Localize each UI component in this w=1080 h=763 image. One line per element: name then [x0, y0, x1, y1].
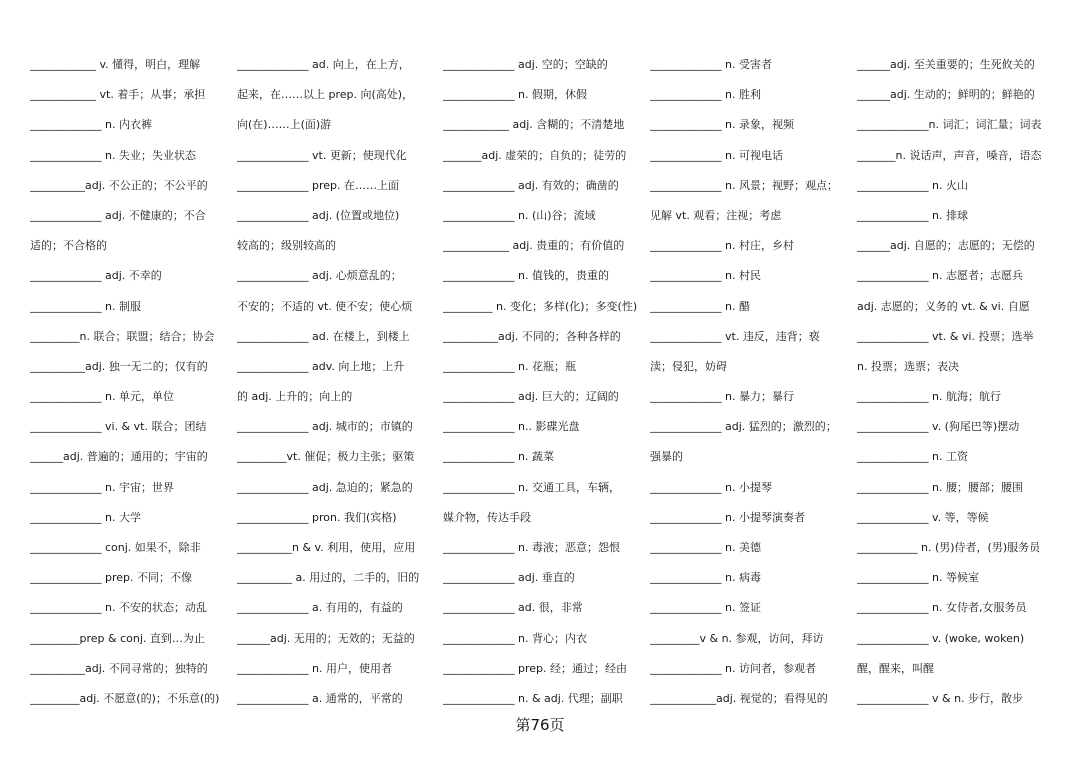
vocab-entry-line: _____________ n. 排球: [857, 208, 968, 222]
vocab-entry-line: _____________ vt. 违反，违背；亵: [650, 329, 820, 343]
vocab-entry-line: _____________ n. 等候室: [857, 571, 979, 585]
vocab-entry-line: _____________ a. 有用的，有益的: [237, 601, 403, 615]
vocab-entry-line: _____________ prep. 不同；不像: [30, 571, 193, 585]
vocab-entry-line: _____________ n. 醋: [650, 299, 750, 313]
vocab-entry-line: _____________ conj. 如果不，除非: [30, 541, 201, 554]
vocab-entry-line: _____________ n. 女侍者,女服务员: [857, 601, 1027, 615]
vocab-entry-line: 见解 vt. 观看；注视；考虑: [650, 208, 782, 222]
vocab-entry-line: _________vt. 催促；极力主张；驱策: [237, 450, 415, 464]
vocab-entry-line: ______adj. 至关重要的；生死攸关的: [857, 58, 1035, 71]
vocab-entry-line: _____________ n. 病毒: [650, 571, 761, 585]
vocab-entry-line: _____________ adj. 城市的；市镇的: [237, 420, 413, 434]
vocab-entry-line: __________adj. 独一无二的；仅有的: [30, 359, 208, 373]
vocab-entry-line: _________ n. 变化；多样(化)；多变(性): [443, 299, 638, 313]
vocab-entry-line: _____________ n. 内衣裤: [30, 118, 152, 132]
vocab-entry-line: ____________ vt. 着手；从事；承担: [30, 88, 206, 102]
vocab-entry-line: _____________ vt. & vi. 投票；选举: [857, 329, 1034, 343]
vocab-entry-line: _____________ n. 工资: [857, 450, 968, 464]
vocab-entry-line: n. 投票；选票；表决: [857, 359, 959, 373]
vocab-entry-line: _____________ adj. 不健康的；不合: [30, 208, 206, 222]
vocab-entry-line: _____________ n. 背心；内衣: [443, 631, 587, 645]
vocab-entry-line: ____________adj. 视觉的；看得见的: [650, 691, 828, 705]
vocab-entry-line: _____________ n. 村庄，乡村: [650, 239, 794, 253]
vocab-entry-line: 媒介物，传达手段: [443, 510, 531, 524]
vocab-entry-line: _____________ pron. 我们(宾格): [237, 510, 397, 524]
vocab-entry-line: _____________ prep. 在……上面: [237, 178, 400, 192]
vocab-entry-line: 起来，在……以上 prep. 向(高处)，: [237, 88, 414, 102]
vocab-entry-line: _____________ n. 腰；腰部；腰围: [857, 480, 1023, 494]
vocab-entry-line: _____________ n. & adj. 代理；副职: [443, 691, 623, 705]
vocab-entry-line: ___________ n. (男)侍者，(男)服务员: [857, 541, 1041, 554]
vocab-entry-line: _____________ adv. 向上地；上升: [237, 359, 405, 373]
vocab-entry-line: _____________ v & n. 步行，散步: [857, 691, 1024, 705]
vocab-entry-line: _____________ adj. 猛烈的；激烈的；: [650, 420, 837, 434]
vocab-entry-line: 渎；侵犯，妨碍: [650, 359, 727, 373]
vocab-entry-line: _____________ n. 胜利: [650, 88, 761, 102]
vocab-entry-line: __________adj. 不公正的；不公平的: [30, 178, 208, 192]
vocab-entry-line: ______adj. 无用的；无效的；无益的: [237, 631, 415, 645]
vocab-entry-line: _____________ n. 大学: [30, 510, 141, 524]
vocab-column-4: [650, 50, 846, 714]
vocab-entry-line: _____________ n. 小提琴演奏者: [650, 510, 805, 524]
vocab-entry-line: 的 adj. 上升的；向上的: [237, 390, 353, 404]
vocab-entry-line: _____________ n. 暴力；暴行: [650, 390, 794, 404]
vocab-entry-line: _____________ adj. (位置或地位): [237, 208, 400, 222]
vocab-column-3: [443, 50, 639, 714]
vocab-entry-line: _____________ a. 通常的，平常的: [237, 691, 403, 705]
vocab-entry-line: _____________ n. 美德: [650, 541, 761, 554]
vocab-entry-line: _____________ adj. 垂直的: [443, 571, 575, 585]
vocab-entry-line: _____________ n. 用户，使用者: [237, 661, 392, 675]
vocab-entry-line: _________n. 联合；联盟；结合；协会: [30, 329, 215, 343]
vocab-entry-line: _____________ n. 蔬菜: [443, 450, 554, 464]
vocab-entry-line: _____________ n. 假期，休假: [443, 88, 587, 102]
vocab-entry-line: __________adj. 不同的；各种各样的: [443, 329, 621, 343]
vocab-entry-line: _____________n. 词汇；词汇量；词表: [857, 118, 1042, 132]
vocab-entry-line: _________prep & conj. 直到…为止: [30, 631, 205, 645]
vocab-entry-line: 不安的；不适的 vt. 使不安；使心烦: [237, 299, 413, 313]
vocab-entry-line: _____________ ad. 很，非常: [443, 601, 583, 615]
vocab-column-1: [30, 50, 226, 714]
vocab-entry-line: _____________ ad. 在楼上，到楼上: [237, 329, 410, 343]
vocab-entry-line: ____________ v. 懂得，明白，理解: [30, 58, 201, 71]
vocab-entry-line: _____________ n. 毒液；恶意；怨恨: [443, 541, 620, 554]
vocab-entry-line: _____________ adj. 空的；空缺的: [443, 58, 608, 71]
vocab-entry-line: _____________ n. 受害者: [650, 58, 772, 71]
vocab-entry-line: ______adj. 生动的；鲜明的；鲜艳的: [857, 88, 1035, 102]
vocab-entry-line: _____________ adj. 心烦意乱的；: [237, 269, 402, 283]
vocab-entry-line: 较高的；级别较高的: [237, 239, 336, 253]
vocab-entry-line: _____________ prep. 经；通过；经由: [443, 661, 628, 675]
vocab-entry-line: _____________ v. 等，等候: [857, 510, 989, 524]
vocab-entry-line: _____________ adj. 急迫的；紧急的: [237, 480, 413, 494]
vocab-entry-line: ______adj. 普遍的；通用的；宇宙的: [30, 450, 208, 464]
vocab-entry-line: _____________ n. 风景；视野；观点；: [650, 178, 838, 192]
vocab-entry-line: __________n & v. 利用，使用，应用: [237, 541, 416, 554]
vocab-entry-line: _____________ vt. 更新；使现代化: [237, 148, 407, 162]
page-number: 第76页: [515, 716, 565, 734]
vocab-entry-line: _____________ n. 小提琴: [650, 480, 772, 494]
vocab-entry-line: _____________ n. 可视电话: [650, 148, 783, 162]
vocab-entry-line: _____________ n. 签证: [650, 601, 761, 615]
vocab-entry-line: __________ a. 用过的，二手的，旧的: [237, 571, 420, 585]
vocab-entry-line: _____________ n. 制服: [30, 299, 141, 313]
vocab-entry-line: _____________ n. 失业；失业状态: [30, 148, 196, 162]
vocab-entry-line: _____________ n. 航海；航行: [857, 390, 1001, 404]
vocab-entry-line: _____________ n. 火山: [857, 178, 968, 192]
vocab-entry-line: _____________ adj. 巨大的；辽阔的: [443, 390, 619, 404]
vocab-entry-line: _____________ v. (woke, woken): [857, 631, 1025, 645]
vocab-entry-line: _____________ n. 志愿者；志愿兵: [857, 269, 1023, 283]
vocab-entry-line: _____________ n. 不安的状态；动乱: [30, 601, 207, 615]
vocab-entry-line: 醒，醒来，叫醒: [857, 661, 934, 675]
vocab-entry-line: _____________ n. 录象，视频: [650, 118, 794, 132]
vocab-entry-line: _____________ n. 花瓶；瓶: [443, 359, 576, 373]
vocab-entry-line: _________v & n. 参观，访问，拜访: [650, 631, 824, 645]
vocab-entry-line: _____________ adj. 有效的；确凿的: [443, 178, 619, 192]
vocab-entry-line: ______adj. 自愿的；志愿的；无偿的: [857, 239, 1035, 253]
vocab-entry-line: _____________ n. 访问者，参观者: [650, 661, 816, 675]
vocab-entry-line: 向(在)……上(面)游: [237, 118, 332, 132]
vocab-entry-line: 适的；不合格的: [30, 239, 107, 253]
vocab-entry-line: adj. 志愿的；义务的 vt. & vi. 自愿: [857, 299, 1030, 313]
vocab-entry-line: _______n. 说话声，声音，嗓音，语态: [857, 148, 1042, 162]
vocab-entry-line: _____________ n. 交通工具，车辆，: [443, 480, 620, 494]
vocab-entry-line: _____________ v. (狗尾巴等)摆动: [857, 420, 1020, 434]
vocab-entry-line: _____________ n. 值钱的，贵重的: [443, 269, 609, 283]
vocab-entry-line: _____________ n.. 影碟光盘: [443, 420, 580, 434]
vocab-entry-line: _____________ adj. 不幸的: [30, 269, 162, 283]
vocab-entry-line: _____________ n. 村民: [650, 269, 761, 283]
vocab-entry-line: _______adj. 虚荣的；自负的；徒劳的: [443, 148, 627, 162]
vocab-entry-line: _____________ vi. & vt. 联合；团结: [30, 420, 207, 434]
vocab-column-2: [237, 50, 433, 714]
vocab-entry-line: _____________ n. (山)谷；流域: [443, 208, 596, 222]
vocab-entry-line: _____________ n. 宇宙；世界: [30, 480, 174, 494]
vocab-column-5: [857, 50, 1057, 714]
vocab-entry-line: __________adj. 不同寻常的；独特的: [30, 661, 208, 675]
vocab-entry-line: _____________ n. 单元，单位: [30, 390, 174, 404]
vocab-entry-line: ____________ adj. 含糊的；不清楚地: [443, 118, 625, 132]
vocab-entry-line: 强暴的: [650, 450, 683, 464]
vocab-entry-line: ____________ adj. 贵重的；有价值的: [443, 239, 625, 253]
vocab-entry-line: _________adj. 不愿意(的)；不乐意(的): [30, 691, 220, 705]
vocab-entry-line: _____________ ad. 向上，在上方，: [237, 58, 410, 71]
